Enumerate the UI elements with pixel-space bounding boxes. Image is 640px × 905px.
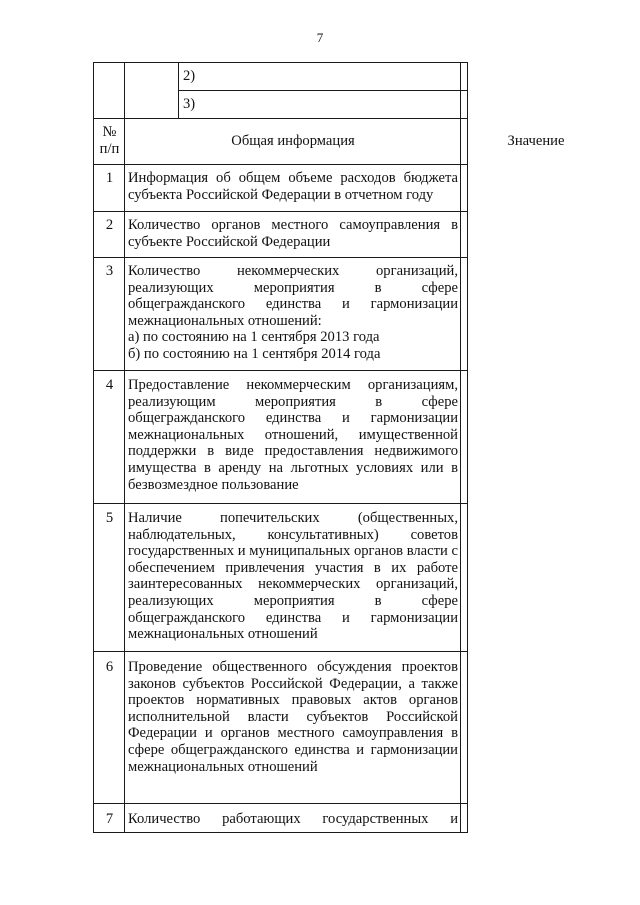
- row-divider: [93, 503, 468, 504]
- row-number: 3: [105, 263, 114, 279]
- page-number: 7: [316, 30, 324, 45]
- row-divider: [93, 164, 468, 165]
- row-number: 5: [105, 510, 114, 526]
- column-divider: [460, 62, 461, 832]
- row-divider: [93, 832, 468, 833]
- row-divider: [93, 118, 468, 119]
- row-info: Предоставление некоммерческим организациям, реализующим мероприятия в сфере общегражданского единства и гармонизации межнациональных отношений, имущественной поддержки в виде предоставления недвижимого имущества в аренду на льготных условиях или в безвозмездное пользование: [128, 377, 458, 493]
- row-divider: [178, 90, 468, 91]
- row-info: Информация об общем объеме расходов бюджета субъекта Российской Федерации в отчетном году: [128, 170, 458, 203]
- column-divider: [124, 62, 125, 832]
- row-number: 6: [105, 659, 114, 675]
- row-divider: [93, 370, 468, 371]
- row-number: 7: [105, 811, 114, 827]
- header-num: № п/п: [99, 124, 120, 157]
- subrow-label: 2): [183, 68, 196, 84]
- row-divider: [93, 257, 468, 258]
- row-divider: [93, 211, 468, 212]
- header-value: Значение: [507, 133, 565, 149]
- table-border-top: [93, 62, 468, 63]
- header-info: Общая информация: [231, 133, 355, 149]
- row-divider: [93, 651, 468, 652]
- row-info: Количество некоммерческих организаций, реализующих мероприятия в сфере общегражданского единства и гармонизации межнациональных отношений: а) по состоянию на 1 сентября 2013 года б) по состоянию на 1 сентября 2014 года: [128, 263, 458, 362]
- row-info: Количество органов местного самоуправления в субъекте Российской Федерации: [128, 217, 458, 250]
- row-number: 2: [105, 217, 114, 233]
- row-number: 1: [105, 170, 114, 186]
- row-info: Количество работающих государственных и: [128, 811, 458, 827]
- row-divider: [93, 803, 468, 804]
- row-info: Проведение общественного обсуждения проектов законов субъектов Российской Федерации, а также проектов нормативных правовых актов органов исполнительной власти субъектов Российской Федерации и органов местного самоуправления в сфере общегражданского единства и гармонизации межнациональных отношений: [128, 659, 458, 775]
- column-divider: [178, 62, 179, 118]
- row-number: 4: [105, 377, 114, 393]
- table-border-right: [467, 62, 468, 832]
- row-info: Наличие попечительских (общественных, наблюдательных, консультативных) советов государственных и муниципальных органов власти с обеспечением привлечения участия в их работе заинтересованных некоммерческих организаций, реализующих мероприятия в сфере общегражданского единства и гармонизации межнациональных отношений: [128, 510, 458, 643]
- subrow-label: 3): [183, 96, 196, 112]
- table-border-left: [93, 62, 94, 832]
